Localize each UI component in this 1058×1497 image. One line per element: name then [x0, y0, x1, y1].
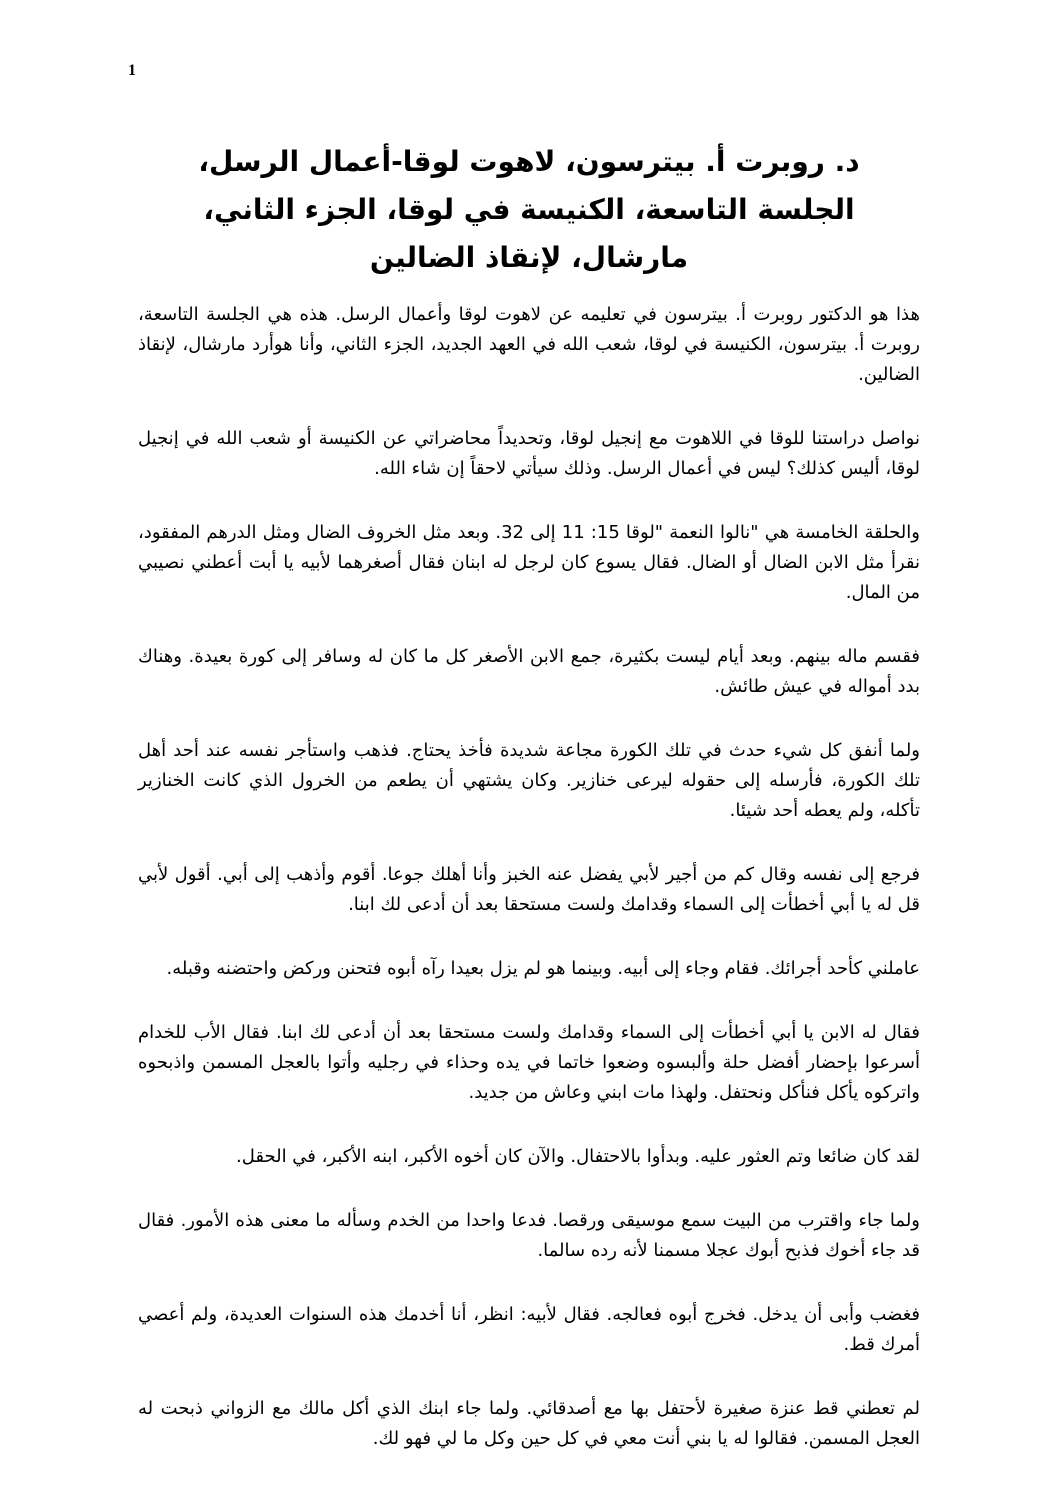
page-title — [140, 138, 918, 282]
paragraph: والحلقة الخامسة هي "نالوا النعمة "لوقا 15: 11 إلى 32. وبعد مثل الخروف الضال ومثل الدرهم المفقود، نقرأ مثل الابن الضال أو الضال. فقال يسوع كان لرجل له ابنان فقال أصغرهما لأبيه يا أبت أعطني نصيبي من المال. — [138, 522, 920, 603]
paragraph: فقال له الابن يا أبي أخطأت إلى السماء وقدامك ولست مستحقا بعد أن أدعى لك ابنا. فقال الأب للخدام أسرعوا بإحضار أفضل حلة وألبسوه وضعوا خاتما في يده وحذاء في رجليه وأتوا بالعجل المسمن واذبحوه واتركوه يأكل فنأكل ونحتفل. ولهذا مات ابني وعاش من جديد. — [138, 1022, 920, 1103]
paragraph: هذا هو الدكتور روبرت أ. بيترسون في تعليمه عن لاهوت لوقا وأعمال الرسل. هذه هي الجلسة التاسعة، روبرت أ. بيترسون، الكنيسة في لوقا، شعب الله في العهد الجديد، الجزء الثاني، وأنا هوأرد مارشال، لإنقاذ الضالين. — [138, 304, 920, 385]
document-body — [138, 300, 920, 1488]
paragraph: لقد كان ضائعا وتم العثور عليه. وبدأوا بالاحتفال. والآن كان أخوه الأكبر، ابنه الأكبر، في الحقل. — [236, 1146, 920, 1167]
paragraph: عاملني كأحد أجرائك. فقام وجاء إلى أبيه. وبينما هو لم يزل بعيدا رآه أبوه فتحنن وركض واحتضنه وقبله. — [166, 958, 920, 979]
paragraph: ولما أنفق كل شيء حدث في تلك الكورة مجاعة شديدة فأخذ يحتاج. فذهب واستأجر نفسه عند أحد أهل تلك الكورة، فأرسله إلى حقوله ليرعى خنازير. وكان يشتهي أن يطعم من الخرول الذي كانت الخنازير تأكله، ولم يعطه أحد شيئا. — [138, 740, 920, 821]
paragraph: فغضب وأبى أن يدخل. فخرج أبوه فعالجه. فقال لأبيه: انظر، أنا أخدمك هذه السنوات العديدة، ولم أعصي أمرك قط. — [138, 1304, 920, 1355]
title-line: د. روبرت أ. بيترسون، لاهوت لوقا-أعمال الرسل، — [198, 145, 860, 178]
paragraph: فقسم ماله بينهم. وبعد أيام ليست بكثيرة، جمع الابن الأصغر كل ما كان له وسافر إلى كورة بعيدة. وهناك بدد أمواله في عيش طائش. — [138, 646, 920, 697]
paragraph: لم تعطني قط عنزة صغيرة لأحتفل بها مع أصدقائي. ولما جاء ابنك الذي أكل مالك مع الزواني ذبحت له العجل المسمن. فقالوا له يا بني أنت معي في كل حين وكل ما لي فهو لك. — [138, 1398, 920, 1449]
paragraph: فرجع إلى نفسه وقال كم من أجير لأبي يفضل عنه الخبز وأنا أهلك جوعا. أقوم وأذهب إلى أبي. أقول لأبي قل له يا أبي أخطأت إلى السماء وقدامك ولست مستحقا بعد أن أدعى لك ابنا. — [138, 864, 920, 915]
paragraph: ولما جاء واقترب من البيت سمع موسيقى ورقصا. فدعا واحدا من الخدم وسأله ما معنى هذه الأمور. فقال قد جاء أخوك فذبح أبوك عجلا مسمنا لأنه رده سالما. — [138, 1210, 920, 1261]
title-line: الجلسة التاسعة، الكنيسة في لوقا، الجزء الثاني، — [203, 193, 855, 226]
title-line: مارشال، لإنقاذ الضالين — [369, 241, 689, 274]
page-number: 1 — [128, 62, 136, 79]
paragraph: نواصل دراستنا للوقا في اللاهوت مع إنجيل لوقا، وتحديداً محاضراتي عن الكنيسة أو شعب الله في إنجيل لوقا، أليس كذلك؟ ليس في أعمال الرسل. وذلك سيأتي لاحقاً إن شاء الله. — [138, 428, 920, 479]
